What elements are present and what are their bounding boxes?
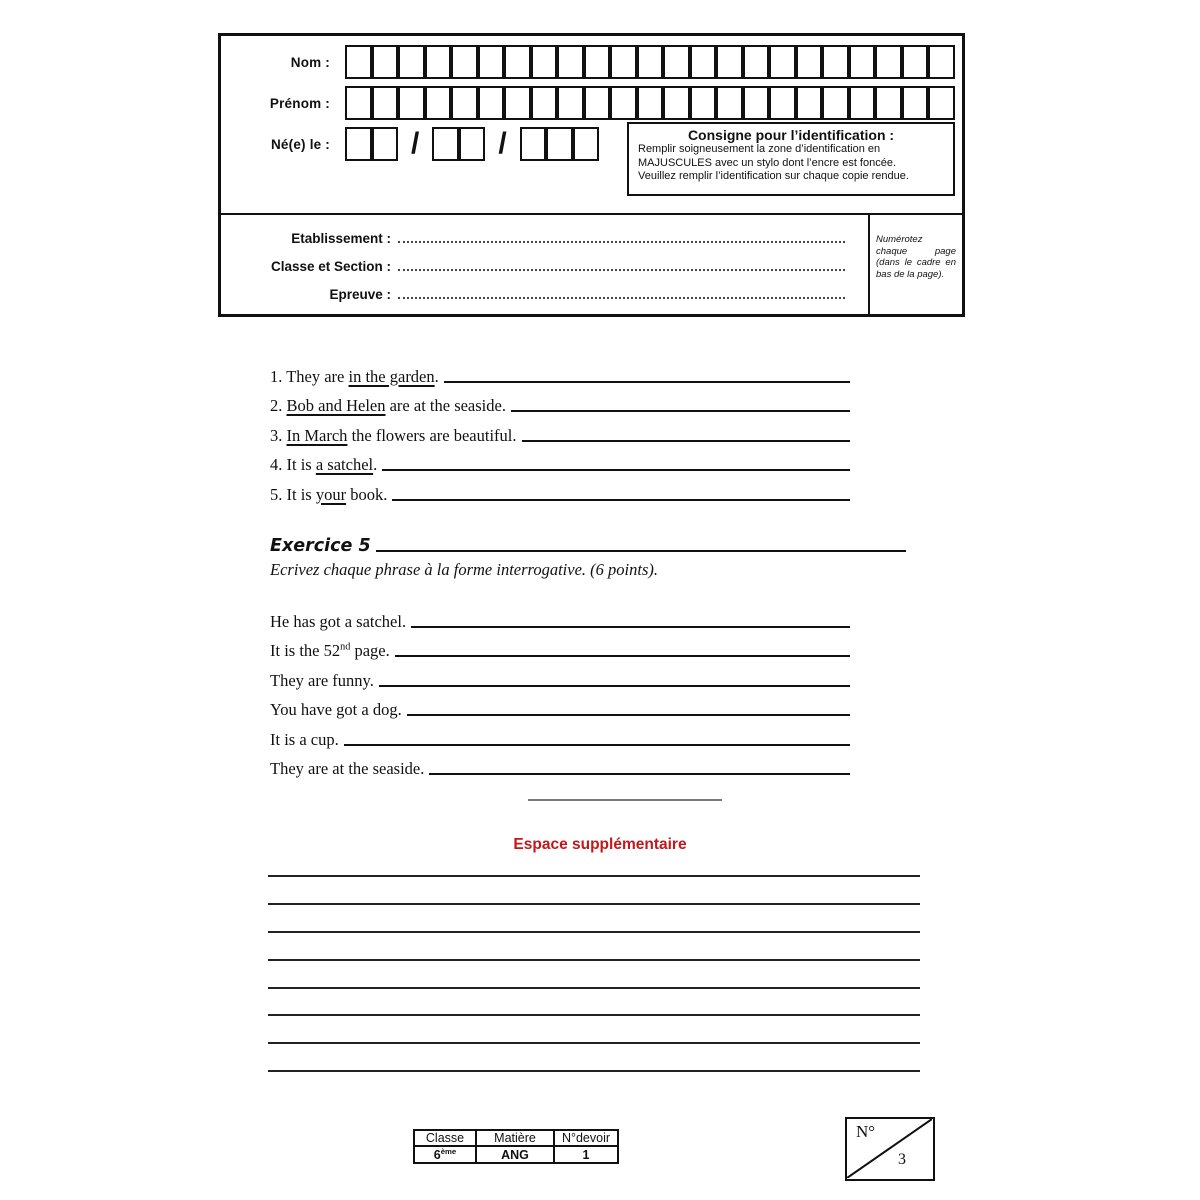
sentence-text: They are at the seaside. [270, 759, 425, 778]
exercise5-title-row [270, 536, 906, 556]
extra-space-title: Espace supplémentaire [513, 836, 687, 853]
letter-box[interactable] [902, 45, 929, 79]
date-box[interactable] [459, 127, 486, 161]
date-separator-icon: / [411, 127, 420, 160]
sentence-text: 2. Bob and Helen are at the seaside. [270, 396, 506, 415]
letter-box[interactable] [663, 86, 690, 120]
letter-box[interactable] [822, 86, 849, 120]
answer-line[interactable] [411, 626, 850, 628]
info-row-label: Classe et Section : [270, 259, 391, 274]
sentence-text: He has got a satchel. [270, 611, 407, 631]
birthdate-row [221, 127, 599, 161]
exercise4-list [270, 357, 850, 505]
letter-box[interactable] [531, 86, 558, 120]
letter-box[interactable] [610, 45, 637, 79]
letter-box[interactable] [425, 86, 452, 120]
letter-box[interactable] [504, 45, 531, 79]
date-separator-icon: / [498, 127, 507, 160]
letter-box[interactable] [557, 86, 584, 120]
sentence-text: They are funny. [270, 670, 374, 690]
name-row [221, 45, 955, 79]
letter-box[interactable] [849, 86, 876, 120]
date-group [345, 127, 398, 161]
sentence-text: You have got a dog. [270, 700, 402, 719]
sentence-row [270, 720, 850, 750]
answer-line[interactable] [511, 410, 850, 412]
section-divider-line [528, 799, 722, 801]
letter-box[interactable] [743, 45, 770, 79]
consigne-line: Remplir soigneusement la zone d’identification en [638, 143, 881, 155]
letter-box[interactable] [610, 86, 637, 120]
writing-line[interactable] [268, 931, 920, 933]
writing-line[interactable] [268, 959, 920, 961]
answer-line[interactable] [392, 499, 850, 501]
letter-box[interactable] [822, 45, 849, 79]
writing-line[interactable] [268, 1014, 920, 1016]
sentence-row [270, 632, 850, 662]
exercise5-instruction: Ecrivez chaque phrase à la forme interrogative. (6 points). [270, 560, 658, 579]
date-box[interactable] [372, 127, 399, 161]
info-row [221, 282, 845, 302]
page-number-box [845, 1117, 935, 1181]
firstname-label: Prénom : [269, 95, 330, 111]
letter-box[interactable] [928, 45, 955, 79]
answer-line[interactable] [522, 440, 851, 442]
footer-table-value: ANG [476, 1146, 554, 1163]
footer-table-value-row [414, 1146, 618, 1163]
letter-box[interactable] [796, 45, 823, 79]
sentence-row [270, 387, 850, 417]
birthdate-boxes [345, 127, 599, 161]
letter-box[interactable] [372, 45, 399, 79]
letter-box[interactable] [769, 45, 796, 79]
exercise5-title: Exercice 5 [270, 536, 371, 556]
consigne-line: Veuillez remplir l’identification sur chaque copie rendue. [638, 170, 909, 182]
footer-info-table [413, 1129, 619, 1164]
letter-box[interactable] [716, 86, 743, 120]
extra-lines [268, 875, 920, 1098]
date-box[interactable] [546, 127, 573, 161]
sentence-text: 3. In March the flowers are beautiful. [270, 425, 517, 445]
page-number-label: N° [856, 1122, 876, 1141]
name-label: Nom : [290, 54, 330, 70]
letter-box[interactable] [372, 86, 399, 120]
writing-line[interactable] [268, 1070, 920, 1072]
dotted-answer-line[interactable] [398, 269, 845, 271]
sentence-row [270, 750, 850, 780]
info-row-label: Epreuve : [329, 287, 391, 302]
firstname-letter-boxes [345, 86, 955, 120]
page-numbering-note: Numérotez chaque page (dans le cadre en bas de la page). [876, 234, 956, 280]
answer-line[interactable] [444, 381, 850, 383]
letter-box[interactable] [345, 86, 372, 120]
letter-box[interactable] [690, 45, 717, 79]
horizontal-divider [221, 213, 962, 215]
info-row [221, 254, 845, 274]
writing-line[interactable] [268, 903, 920, 905]
letter-box[interactable] [451, 45, 478, 79]
answer-line[interactable] [395, 655, 850, 657]
letter-box[interactable] [690, 86, 717, 120]
page-number-value: 3 [898, 1151, 906, 1168]
info-row [221, 226, 845, 246]
letter-box[interactable] [743, 86, 770, 120]
date-group [520, 127, 600, 161]
letter-box[interactable] [531, 45, 558, 79]
date-box[interactable] [432, 127, 459, 161]
writing-line[interactable] [268, 875, 920, 877]
date-box[interactable] [573, 127, 600, 161]
consigne-title: Consigne pour l’identification : [687, 127, 895, 143]
letter-box[interactable] [584, 45, 611, 79]
letter-box[interactable] [637, 86, 664, 120]
footer-table-header: Classe [414, 1130, 476, 1146]
sentence-row [270, 661, 850, 691]
sentence-row [270, 357, 850, 387]
letter-box[interactable] [557, 45, 584, 79]
letter-box[interactable] [849, 45, 876, 79]
letter-box[interactable] [637, 45, 664, 79]
footer-table-header: Matière [476, 1130, 554, 1146]
dotted-answer-line[interactable] [398, 297, 845, 299]
name-letter-boxes [345, 45, 955, 79]
sentence-text: It is a cup. [270, 729, 339, 749]
letter-box[interactable] [398, 45, 425, 79]
vertical-divider [868, 213, 870, 314]
answer-line[interactable] [382, 469, 850, 471]
letter-box[interactable] [451, 86, 478, 120]
writing-line[interactable] [268, 1042, 920, 1044]
identification-box [218, 33, 965, 317]
exercise5-title-line [376, 550, 906, 552]
sentence-row [270, 416, 850, 446]
consigne-line: MAJUSCULES avec un stylo dont l’encre est foncée. [638, 156, 897, 169]
date-box[interactable] [520, 127, 547, 161]
footer-table-value: 1 [554, 1146, 618, 1163]
footer-table-value: 6ème [414, 1146, 476, 1163]
letter-box[interactable] [769, 86, 796, 120]
sentence-text: 1. They are in the garden. [270, 366, 439, 386]
letter-box[interactable] [928, 86, 955, 120]
dotted-answer-line[interactable] [398, 241, 845, 243]
letter-box[interactable] [875, 45, 902, 79]
consigne-box [627, 122, 955, 196]
letter-box[interactable] [875, 86, 902, 120]
letter-box[interactable] [425, 45, 452, 79]
exercise5-header [270, 536, 906, 580]
letter-box[interactable] [504, 86, 531, 120]
sentence-row [270, 691, 850, 721]
footer-table-header: N°devoir [554, 1130, 618, 1146]
exercise5-list [270, 602, 850, 779]
letter-box[interactable] [716, 45, 743, 79]
sentence-row [270, 475, 850, 505]
sentence-row [270, 446, 850, 476]
answer-line[interactable] [379, 685, 850, 687]
footer-table-header-row [414, 1130, 618, 1146]
answer-line[interactable] [429, 773, 850, 775]
sentence-text: 4. It is a satchel. [270, 455, 378, 474]
sentence-row [270, 602, 850, 632]
letter-box[interactable] [478, 86, 505, 120]
writing-line[interactable] [268, 987, 920, 989]
letter-box[interactable] [584, 86, 611, 120]
letter-box[interactable] [902, 86, 929, 120]
birthdate-label: Né(e) le : [270, 136, 330, 152]
firstname-row [221, 86, 955, 120]
answer-line[interactable] [344, 744, 850, 746]
answer-line[interactable] [407, 714, 850, 716]
sentence-text: It is the 52nd page. [270, 641, 390, 660]
letter-box[interactable] [478, 45, 505, 79]
letter-box[interactable] [663, 45, 690, 79]
letter-box[interactable] [398, 86, 425, 120]
letter-box[interactable] [796, 86, 823, 120]
info-row-label: Etablissement : [291, 231, 391, 246]
letter-box[interactable] [345, 45, 372, 79]
consigne-body [629, 143, 953, 184]
date-group [432, 127, 485, 161]
sentence-text: 5. It is your book. [270, 484, 388, 504]
date-box[interactable] [345, 127, 372, 161]
